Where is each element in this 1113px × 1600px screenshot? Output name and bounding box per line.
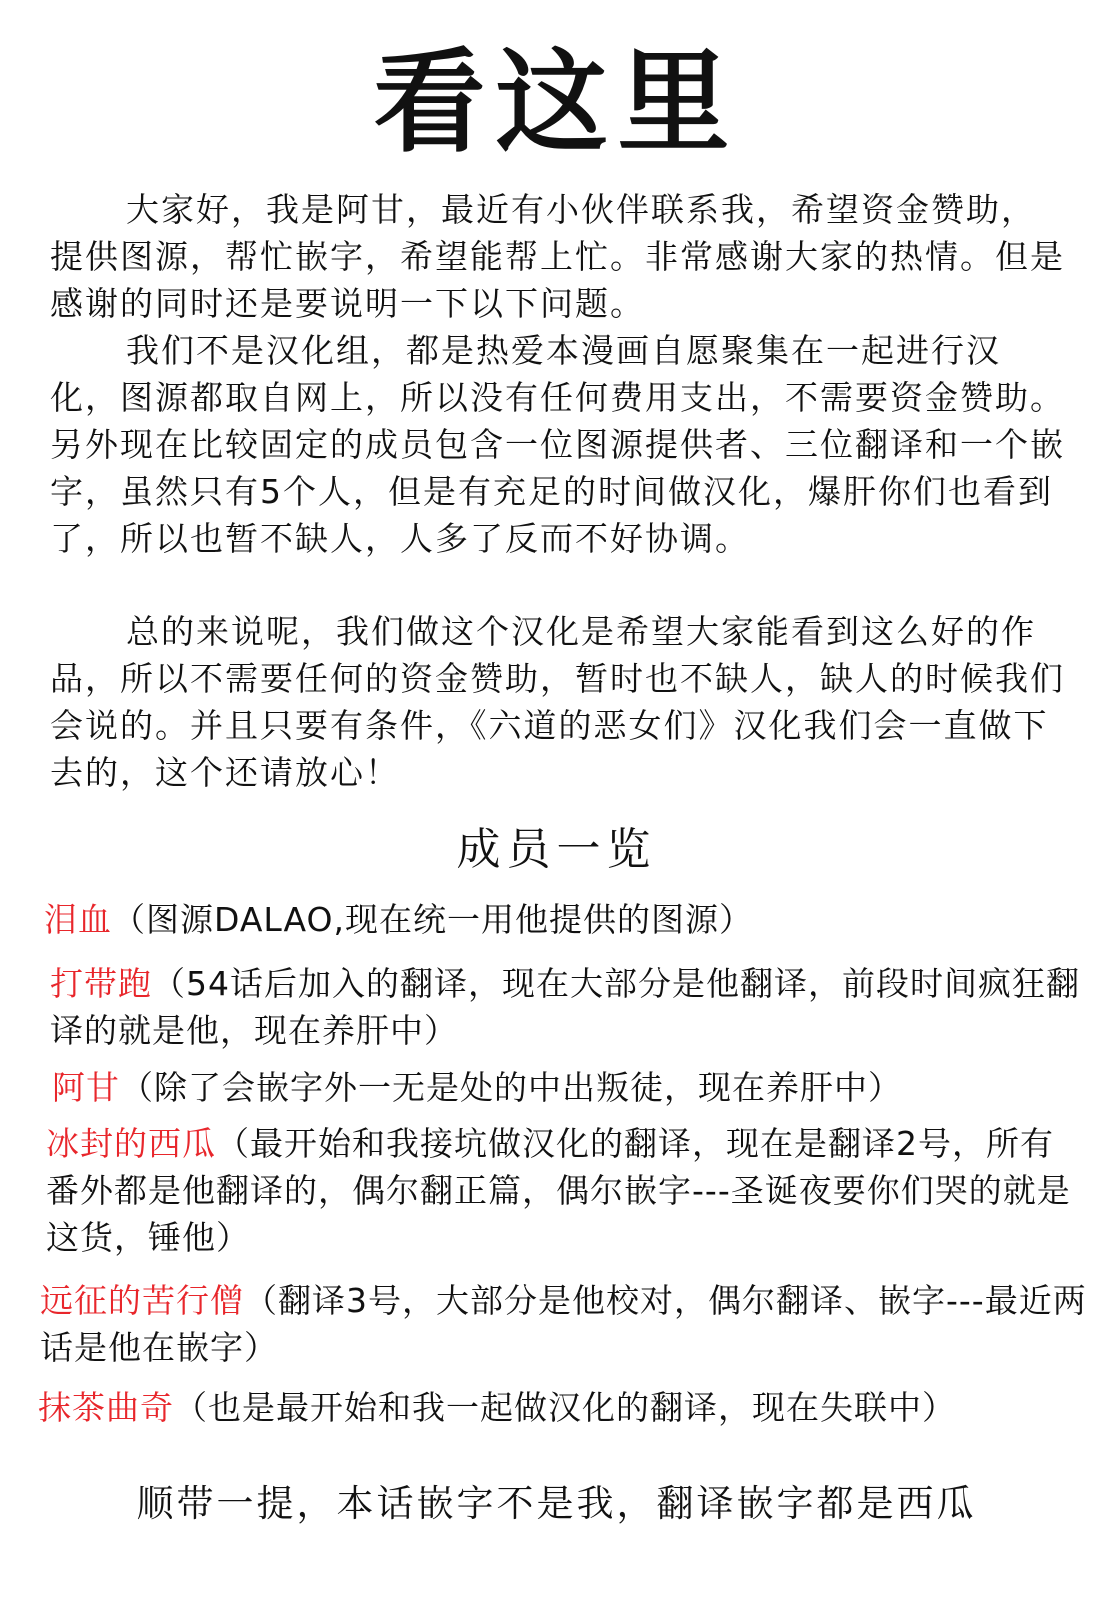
member-entry — [52, 1064, 1082, 1111]
group-info-paragraph: 我们不是汉化组，都是热爱本漫画自愿聚集在一起进行汉化，图源都取自网上，所以没有任何费用支出，不需要资金赞助。另外现在比较固定的成员包含一位图源提供者、三位翻译和一个嵌字，虽然只有5个人，但是有充足的时间做汉化，爆肝你们也看到了，所以也暂不缺人，人多了反而不好协调。 — [50, 331, 1065, 558]
member-entry — [46, 1120, 1086, 1261]
member-name: 抹茶曲奇 — [38, 1388, 174, 1427]
summary-paragraph: 总的来说呢，我们做这个汉化是希望大家能看到这么好的作品，所以不需要任何的资金赞助，暂时也不缺人，缺人的时候我们会说的。并且只要有条件，《六道的恶女们》汉化我们会一直做下去的，这个还请放心！ — [50, 612, 1065, 792]
member-entry — [38, 1384, 1098, 1431]
member-name: 打带跑 — [50, 964, 152, 1003]
member-name: 远征的苦行僧 — [40, 1281, 244, 1320]
member-description: （也是最开始和我一起做汉化的翻译，现在失联中） — [174, 1388, 956, 1427]
intro-paragraph: 大家好，我是阿甘，最近有小伙伴联系我，希望资金赞助，提供图源，帮忙嵌字，希望能帮上忙。非常感谢大家的热情。但是感谢的同时还是要说明一下以下问题。 — [50, 190, 1065, 323]
member-name: 冰封的西瓜 — [46, 1124, 216, 1163]
member-description: （除了会嵌字外一无是处的中出叛徒，现在养肝中） — [120, 1068, 902, 1107]
member-description: （最开始和我接坑做汉化的翻译，现在是翻译2号，所有番外都是他翻译的，偶尔翻正篇，偶尔嵌字---圣诞夜要你们哭的就是这货，锤他） — [46, 1124, 1071, 1257]
member-description: （54话后加入的翻译，现在大部分是他翻译，前段时间疯狂翻译的就是他，现在养肝中） — [50, 964, 1080, 1050]
member-entry — [50, 960, 1080, 1054]
member-description: （图源DALAO,现在统一用他提供的图源） — [112, 900, 754, 939]
page-title: 看这里 — [373, 38, 740, 168]
footer-note: 顺带一提，本话嵌字不是我，翻译嵌字都是西瓜 — [136, 1482, 977, 1525]
member-description: （翻译3号，大部分是他校对，偶尔翻译、嵌字---最近两话是他在嵌字） — [40, 1281, 1087, 1367]
member-name: 阿甘 — [52, 1068, 120, 1107]
members-heading: 成员一览 — [456, 824, 657, 875]
member-name: 泪血 — [44, 900, 112, 939]
member-entry — [44, 896, 1074, 943]
member-entry — [40, 1277, 1090, 1371]
